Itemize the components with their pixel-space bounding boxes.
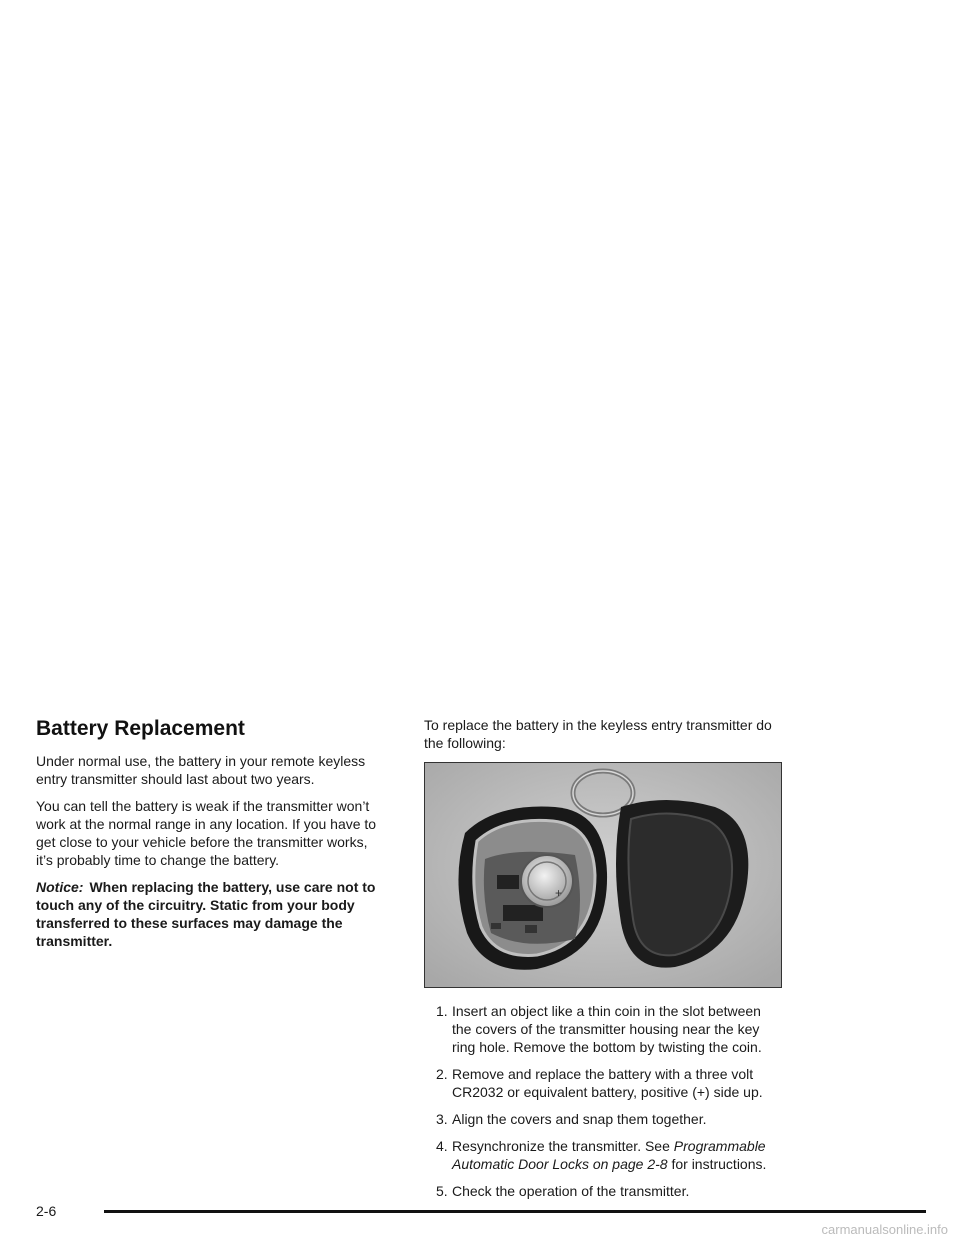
step-text-pre: Resynchronize the transmitter. See: [452, 1138, 674, 1154]
steps-list: [424, 1002, 784, 1200]
list-item: [424, 1110, 784, 1128]
paragraph-weak-battery: You can tell the battery is weak if the transmitter won’t work at the normal range in any location. If you have to get close to your vehicle before the transmitter works, it’s probably time to change the battery.: [36, 798, 377, 868]
list-item: [424, 1182, 784, 1200]
list-item: [424, 1002, 784, 1056]
keyless-transmitter-photo: [424, 762, 782, 988]
step-text-post: for instructions.: [667, 1156, 767, 1172]
door-locks-reference-link[interactable]: Programmable Automatic Door Locks on page 2-8: [452, 1138, 766, 1172]
step-text: Align the covers and snap them together.: [452, 1111, 707, 1127]
step-number: 2.: [436, 1066, 448, 1082]
svg-text:+: +: [555, 886, 563, 900]
right-column: [424, 716, 784, 1209]
paragraph-battery-life: Under normal use, the battery in your remote keyless entry transmitter should last about two years.: [36, 753, 366, 787]
list-item: [424, 1065, 784, 1101]
step-text: Check the operation of the transmitter.: [452, 1183, 690, 1199]
transmitter-illustration: [425, 763, 781, 987]
step-number: 5.: [436, 1183, 448, 1199]
step-number: 4.: [436, 1138, 448, 1154]
notice-text: When replacing the battery, use care not to touch any of the circuitry. Static from your body transferred to these surfaces may damage the transmitter.: [36, 879, 376, 949]
notice-paragraph: [36, 878, 388, 950]
replace-intro: To replace the battery in the keyless entry transmitter do the following:: [424, 717, 772, 751]
step-number: 3.: [436, 1111, 448, 1127]
notice-label: Notice:: [36, 879, 84, 895]
list-item: [424, 1137, 784, 1173]
left-column: [36, 716, 388, 959]
footer-rule: [104, 1210, 926, 1213]
step-text: Remove and replace the battery with a three volt CR2032 or equivalent battery, positive (+) side up.: [452, 1066, 763, 1100]
section-heading: Battery Replacement: [36, 717, 245, 740]
page-number: 2-6: [36, 1203, 57, 1219]
step-text: Insert an object like a thin coin in the slot between the covers of the transmitter housing near the key ring hole. Remove the bottom by twisting the coin.: [452, 1003, 762, 1055]
watermark: carmanualsonline.info: [821, 1222, 948, 1237]
step-number: 1.: [436, 1003, 448, 1019]
